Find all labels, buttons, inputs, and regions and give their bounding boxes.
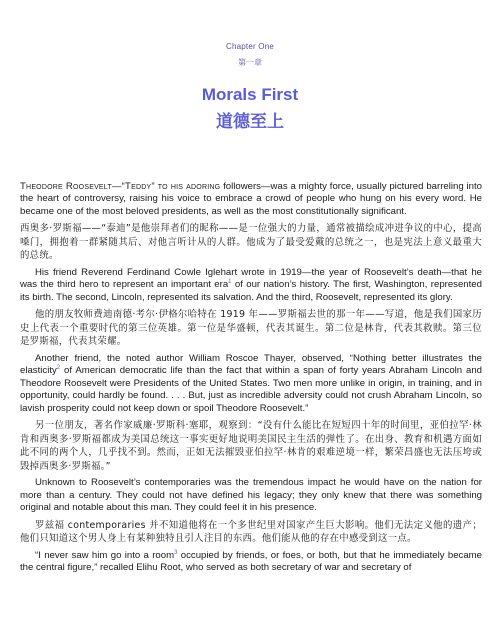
paragraph-5-text-b: occupied by friends, or foes, or both, but that he immediately became the central figure,” recalled Elihu Root, who served as both secretary of war and secretary of xyxy=(20,549,482,574)
body-text xyxy=(20,181,482,579)
paragraph-2-cn: 他的朋友牧师费迪南德·考尔·伊格尔哈特在 1919 年——罗斯福去世的那一年——写道，他是我们国家历史上代表一个重要时代的第三位英雄。第一位是华盛顿，代表其诞生。第二位是林肯，代表其救赎。第三位是罗斯福，代表其荣耀。 xyxy=(20,309,482,348)
chapter-label-cn: 第一章 xyxy=(238,58,262,67)
paragraph-3-cn: 另一位朋友，著名作家威廉·罗斯科·塞耶，观察到：“没有什么能比在短短四十年的时间里，亚伯拉罕·林肯和西奥多·罗斯福都成为美国总统这一事实更好地说明美国民主生活的弹性了。在出身、教育和机遇方面如此不同的两个人，几乎找不到。然而，正如无法摧毁亚伯拉罕·林肯的艰难逆境一样，繁荣昌盛也无法压垮或毁掉西奥多·罗斯福。” xyxy=(20,420,482,472)
paragraph-2-text-b: of our nation’s history. The first, Washington, represented its birth. The second, Lincoln, represented its salvation. And the third, Roosevelt, represented its glory. xyxy=(20,279,482,303)
paragraph-1 xyxy=(20,181,482,218)
opening-smallcaps: Theodore Roosevelt—“Teddy” to his adoring xyxy=(20,181,221,192)
paragraph-1-text: followers—was a mighty force, usually pictured barreling into the heart of controversy, raising his voice to embrace a crowd of people who hung on his every word. He became one of the most beloved presidents, as well as the most constitutionally significant. xyxy=(20,181,482,217)
paragraph-2-text-a: His friend Reverend Ferdinand Cowle Iglehart wrote in 1919—the year of Roosevelt’s death—that he was the third hero to represent an important era xyxy=(20,267,482,291)
paragraph-3-text-a: Another friend, the noted author William Roscoe Thayer, observed, “Nothing better illustrates the elasticity xyxy=(20,353,482,377)
chapter-label: Chapter One xyxy=(225,42,274,51)
chapter-title: Morals First xyxy=(201,85,299,104)
paragraph-5 xyxy=(20,550,482,575)
footnote-marker-3[interactable]: 3 xyxy=(174,549,178,556)
paragraph-3 xyxy=(20,353,482,415)
paragraph-2 xyxy=(20,267,482,304)
chapter-title-cn: 道德至上 xyxy=(216,112,284,131)
paragraph-1-cn: 西奥多·罗斯福——“泰迪”是他崇拜者们的昵称——是一位强大的力量，通常被描绘成冲进争议的中心，提高嗓门，拥抱着一群紧随其后、对他言听计从的人群。他成为了最受爱戴的总统之一，也是宪法上意义最重大的总统。 xyxy=(20,223,482,262)
paragraph-4-cn: 罗兹福 contemporaries 并不知道他将在一个多世纪里对国家产生巨大影响。他们无法定义他的遗产；他们只知道这个男人身上有某种独特且引人注目的东西。他们能从他的存在中感受到这一点。 xyxy=(20,519,482,545)
footnote-marker-2[interactable]: 2 xyxy=(56,365,61,372)
paragraph-4: Unknown to Roosevelt’s contemporaries was the tremendous impact he would have on the nation for more than a century. They could not have defined his legacy; they only knew that there was something original and notable about this man. They could feel it in his presence. xyxy=(20,477,482,514)
paragraph-3-text-b: of American democratic life than the fact that within a span of forty years Abraham Lincoln and Theodore Roosevelt were Presidents of the United States. Two men more unlike in origin, in training, and in opportunity, could hardly be found. . . . But, just as incredible adversity could not crush Abraham Lincoln, so lavish prosperity could not keep down or spoil Theodore Roosevelt.” xyxy=(20,365,482,414)
paragraph-5-text-a: “I never saw him go into a room xyxy=(35,549,175,561)
footnote-marker-1[interactable]: 1 xyxy=(228,279,232,286)
